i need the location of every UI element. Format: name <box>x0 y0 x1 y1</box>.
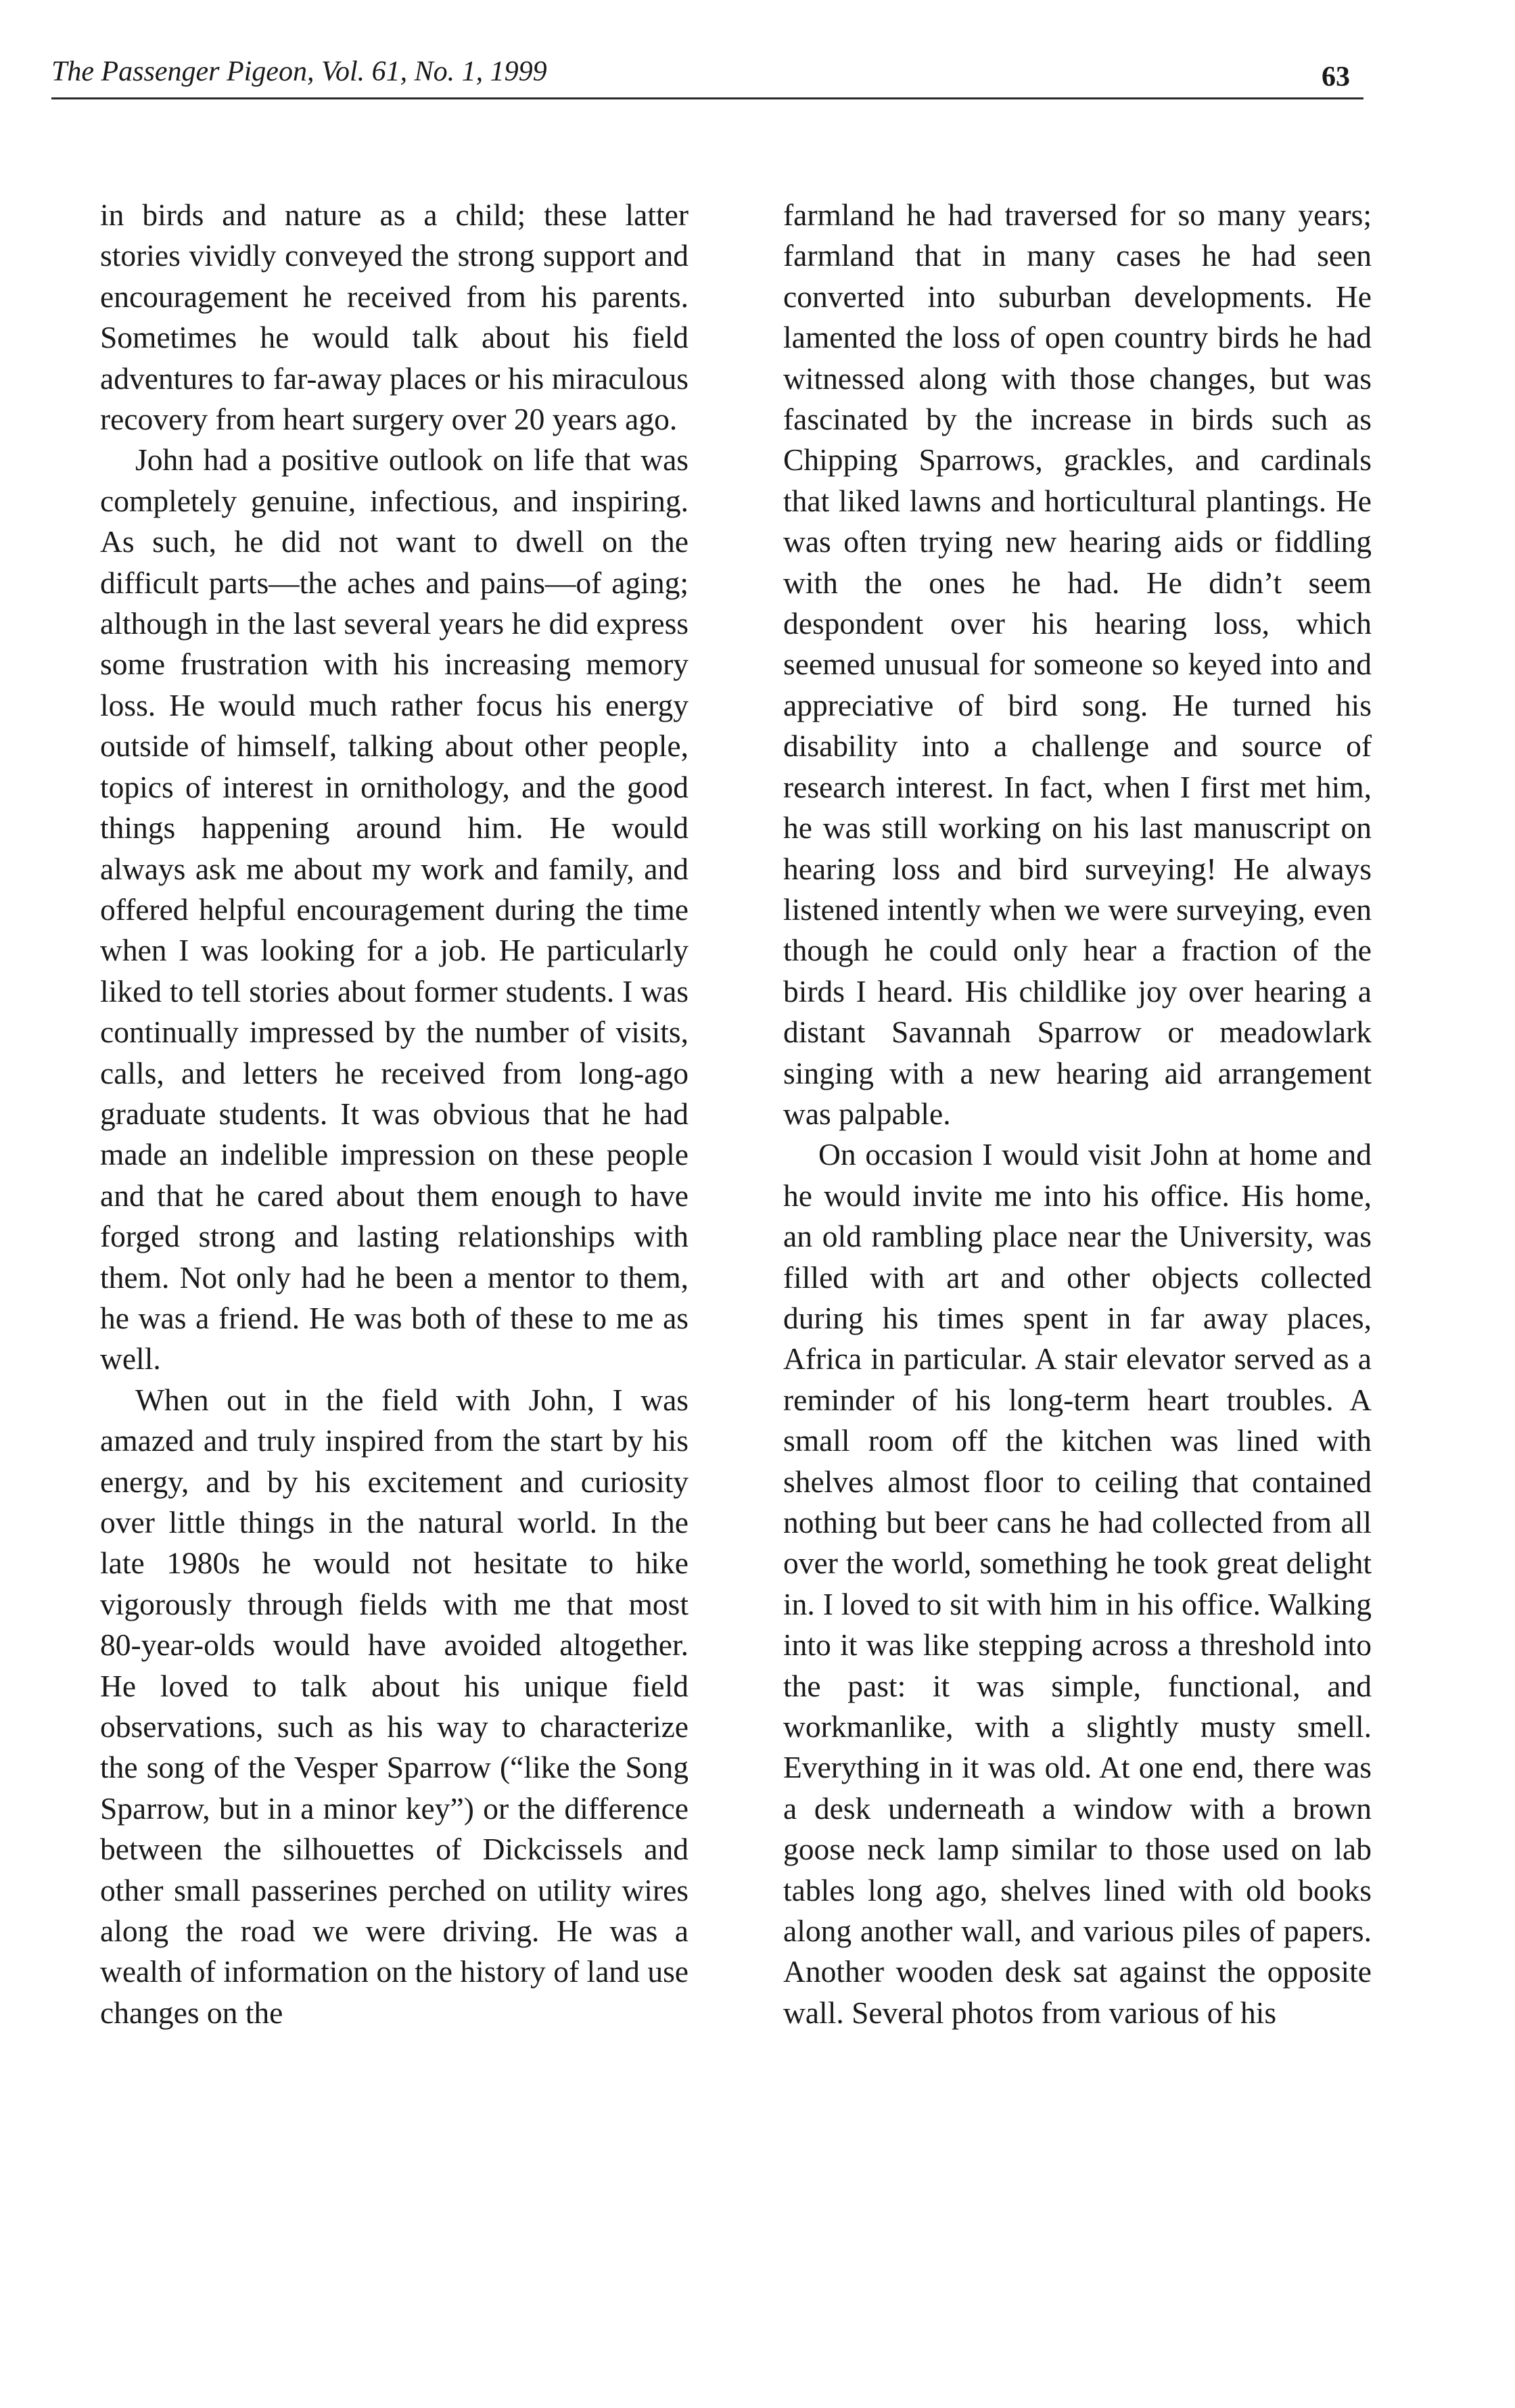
paragraph: When out in the field with John, I was amazed and truly inspired from the start by his energy, and by his excitement and curiosity over little things in the natural world. In the late 1980s he would not hesitate to hike vigorously through fields with me that most 80-year-olds would have avoided altogether. He loved to talk about his unique field observations, such as his way to characterize the song of the Vesper Sparrow (“like the Song Sparrow, but in a minor key”) or the difference between the silhouettes of Dickcissels and other small passerines perched on utility wires along the road we were driving. He was a wealth of information on the history of land use changes on the <box>100 1382 689 2030</box>
running-head: The Passenger Pigeon, Vol. 61, No. 1, 1999 <box>51 56 547 87</box>
paragraph: On occasion I would visit John at home and he would invite me into his office. His home, an old rambling place near the University, was filled with art and other objects collected during his times spent in far away places, Africa in particular. A stair elevator served as a reminder of his long-term heart troubles. A small room off the kitchen was lined with shelves almost floor to ceiling that contained nothing but beer cans he had collected from all over the world, something he took great delight in. I loved to sit with him in his office. Walking into it was like stepping across a threshold into the past: it was simple, functional, and workmanlike, with a slightly musty smell. Everything in it was old. At one end, there was a desk underneath a window with a brown goose neck lamp similar to those used on lab tables long ago, shelves lined with old books along another wall, and various piles of papers. Another wooden desk sat against the opposite wall. Several photos from various of his <box>783 1137 1372 2030</box>
paragraph: John had a positive outlook on life that was completely genuine, infectious, and inspiring. As such, he did not want to dwell on the difficult parts—the aches and pains—of aging; although in the last several years he did express some frustration with his increasing memory loss. He would much rather focus his energy outside of himself, talking about other people, topics of interest in ornithology, and the good things happening around him. He would always ask me about my work and family, and offered helpful encouragement during the time when I was looking for a job. He particularly liked to tell stories about former students. I was continually impressed by the number of visits, calls, and letters he received from long-ago graduate students. It was obvious that he had made an indelible impression on these people and that he cared about them enough to have forged strong and lasting relationships with them. Not only had he been a mentor to them, he was a friend. He was both of these to me as well. <box>100 442 689 1376</box>
page-header <box>51 53 1364 99</box>
page-number: 63 <box>1322 62 1350 93</box>
paragraph: farmland he had traversed for so many years; farmland that in many cases he had seen converted into suburban developments. He lamented the loss of open country birds he had witnessed along with those changes, but was fascinated by the increase in birds such as Chipping Sparrows, grackles, and cardinals that liked lawns and horticultural plantings. He was often trying new hearing aids or fiddling with the ones he had. He didn’t seem despondent over his hearing loss, which seemed unusual for someone so keyed into and appreciative of bird song. He turned his disability into a challenge and source of research interest. In fact, when I first met him, he was still working on his last manuscript on hearing loss and bird surveying! He always listened intently when we were surveying, even though he could only hear a fraction of the birds I heard. His childlike joy over hearing a distant Savannah Sparrow or meadowlark singing with a new hearing aid arrangement was palpable. <box>783 198 1372 1131</box>
paragraph: in birds and nature as a child; these latter stories vividly conveyed the strong support and encouragement he received from his parents. Sometimes he would talk about his field adventures to far-away places or his miraculous recovery from heart surgery over 20 years ago. <box>100 198 689 437</box>
left-column <box>100 195 689 2033</box>
right-column <box>783 195 1372 2033</box>
